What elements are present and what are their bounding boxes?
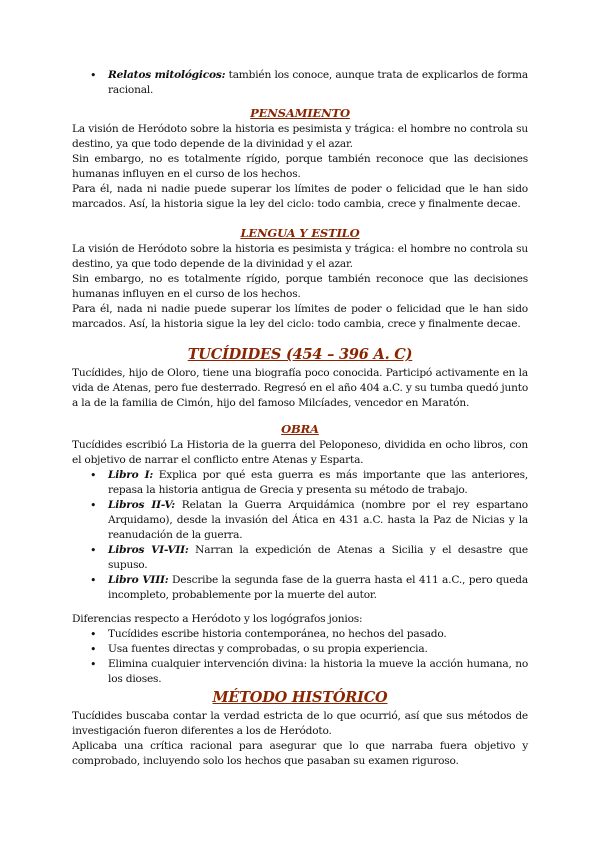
list-item: • Tucídides escribe historia contemporánea, no hechos del pasado.	[108, 627, 528, 642]
heading-pensamiento: PENSAMIENTO	[250, 106, 350, 120]
paragraph: Sin embargo, no es totalmente rígido, porque también reconoce que las decisiones humanas influyen en el curso de los hechos.	[72, 273, 528, 300]
intro-bullet-list	[72, 68, 528, 98]
list-item: • Usa fuentes directas y comprobadas, o su propia experiencia.	[108, 642, 528, 657]
heading-lengua-y-estilo: LENGUA Y ESTILO	[240, 226, 360, 240]
book-label: Libros VI-VII:	[108, 544, 189, 556]
heading-obra: OBRA	[281, 422, 319, 436]
differences-list	[72, 627, 528, 687]
heading-tucidides: TUCÍDIDES (454 – 396 A. C)	[187, 346, 413, 363]
book-label: Libro I:	[108, 469, 154, 481]
paragraph: Diferencias respecto a Heródoto y los logógrafos jonios:	[72, 613, 363, 625]
paragraph: La visión de Heródoto sobre la historia es pesimista y trágica: el hombre no controla su destino, ya que todo depende de la divinidad y el azar.	[72, 123, 528, 150]
heading-metodo-historico: MÉTODO HISTÓRICO	[212, 689, 388, 706]
book-text: Narran la expedición de Atenas a Sicilia y el desastre que supuso.	[108, 544, 528, 571]
paragraph: Aplicaba una crítica racional para asegurar que lo que narraba fuera objetivo y comprobado, incluyendo solo los hechos que pasaban su examen riguroso.	[72, 740, 528, 767]
list-item: • Elimina cualquier intervención divina: la historia la mueve la acción humana, no los dioses.	[108, 657, 528, 687]
book-label: Libros II-V:	[108, 499, 176, 511]
paragraph: La visión de Heródoto sobre la historia es pesimista y trágica: el hombre no controla su destino, ya que todo depende de la divinidad y el azar.	[72, 243, 528, 270]
paragraph: Para él, nada ni nadie puede superar los límites de poder o felicidad que le han sido marcados. Así, la historia sigue la ley del ciclo: todo cambia, crece y finalmente decae.	[72, 183, 528, 210]
list-item	[108, 68, 528, 98]
paragraph: Sin embargo, no es totalmente rígido, porque también reconoce que las decisiones humanas influyen en el curso de los hechos.	[72, 153, 528, 180]
list-item	[108, 498, 528, 543]
bullet-text: también los conoce, aunque trata de explicarlos de forma racional.	[108, 69, 528, 96]
paragraph: Tucídides escribió La Historia de la guerra del Peloponeso, dividida en ocho libros, con el objetivo de narrar el conflicto entre Atenas y Esparta.	[72, 439, 528, 466]
list-item	[108, 573, 528, 603]
book-label: Libro VIII:	[108, 574, 169, 586]
book-text: Explica por qué esta guerra es más importante que las anteriores, repasa la historia antigua de Grecia y presenta su método de trabajo.	[108, 469, 529, 496]
bullet-label: Relatos mitológicos:	[108, 69, 226, 81]
books-list	[72, 468, 528, 603]
book-text: Relatan la Guerra Arquidámica (nombre por el rey espartano Arquidamo), desde la invasión del Ática en 431 a.C. hasta la Paz de Nicias y la reanudación de la guerra.	[108, 499, 528, 541]
paragraph: Tucídides, hijo de Oloro, tiene una biografía poco conocida. Participó activamente en la vida de Atenas, pero fue desterrado. Regresó en el año 404 a.C. y su tumba quedó junto a la de la familia de Cimón, hijo del famoso Milcíades, vencedor en Maratón.	[72, 367, 528, 409]
paragraph: Tucídides buscaba contar la verdad estricta de lo que ocurrió, así que sus métodos de investigación fueron diferentes a los de Heródoto.	[72, 710, 528, 737]
list-item	[108, 468, 528, 498]
paragraph: Para él, nada ni nadie puede superar los límites de poder o felicidad que le han sido marcados. Así, la historia sigue la ley del ciclo: todo cambia, crece y finalmente decae.	[72, 303, 528, 330]
book-text: Describe la segunda fase de la guerra hasta el 411 a.C., pero queda incompleto, probablemente por la muerte del autor.	[108, 574, 528, 601]
list-item	[108, 543, 528, 573]
